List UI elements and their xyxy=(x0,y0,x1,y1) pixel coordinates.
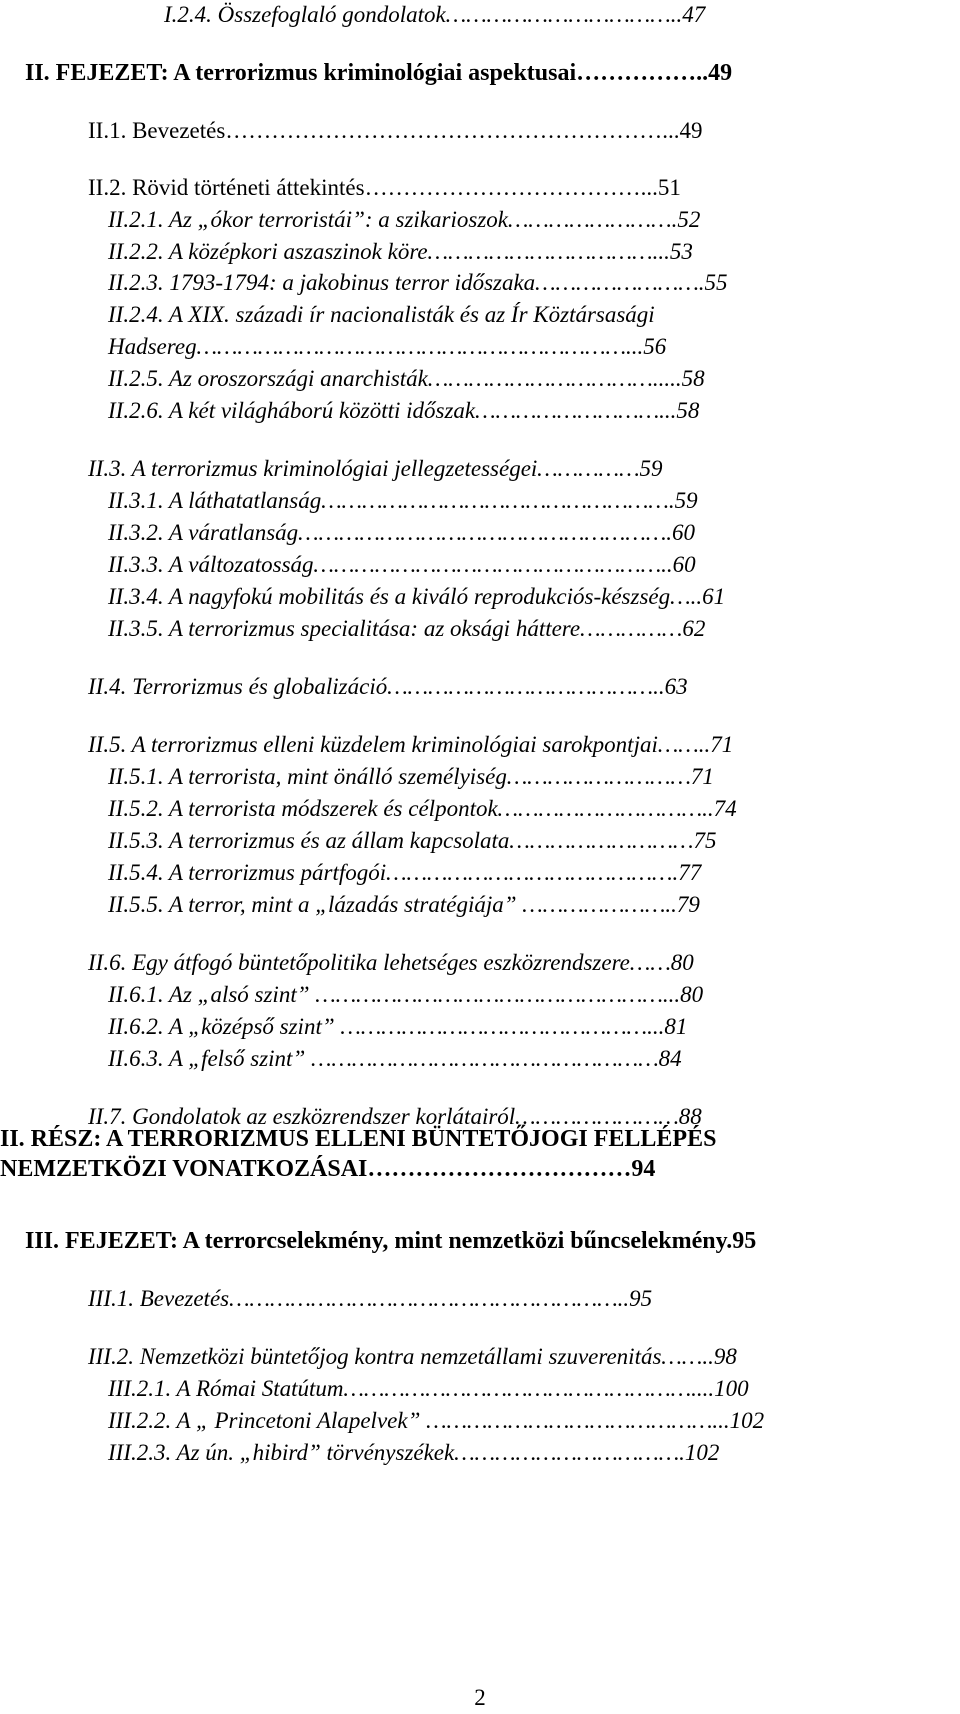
toc-entry: II.3.5. A terrorizmus specialitása: az oksági háttere……………62 xyxy=(108,616,706,641)
toc-entry: II.2.3. 1793-1794: a jakobinus terror időszaka…………………….55 xyxy=(108,270,728,295)
toc-entry: I.2.4. Összefoglaló gondolatok……………………………..47 xyxy=(164,2,706,27)
toc-entry: II.2.2. A középkori aszaszinok köre……………………………...53 xyxy=(108,239,693,264)
toc-entry: III. FEJEZET: A terrorcselekmény, mint nemzetközi bűncselekmény.95 xyxy=(25,1228,757,1254)
toc-entry: II.6. Egy átfogó büntetőpolitika lehetséges eszközrendszere……80 xyxy=(88,950,694,975)
part-heading-line-2: NEMZETKÖZI VONATKOZÁSAI……………………………94 xyxy=(0,1156,656,1182)
toc-entry: II.6.1. Az „alsó szint” ……………………………………………...80 xyxy=(108,982,704,1007)
toc-entry: II.5. A terrorizmus elleni küzdelem kriminológiai sarokpontjai……..71 xyxy=(88,732,734,757)
toc-entry: II.5.3. A terrorizmus és az állam kapcsolata………………………75 xyxy=(108,828,717,853)
toc-entry: III.2.1. A Római Statútum……………………………………………....100 xyxy=(108,1376,749,1401)
toc-entry: II.5.4. A terrorizmus pártfogói…………………………………….77 xyxy=(108,860,702,885)
part-heading-line-1: II. RÉSZ: A TERRORIZMUS ELLENI BÜNTETŐJOGI FELLÉPÉS xyxy=(0,1126,717,1152)
toc-entry: III.2.2. A „ Princetoni Alapelvek” ……………………………………...102 xyxy=(108,1408,765,1433)
page-number: 2 xyxy=(474,1685,486,1710)
toc-entry: II.3.1. A láthatatlanság…………………………………………….59 xyxy=(108,488,698,513)
toc-entry: II.3. A terrorizmus kriminológiai jellegzetességei……………59 xyxy=(88,456,663,481)
toc-entry: II.5.2. A terrorista módszerek és célpontok…………………………..74 xyxy=(108,796,737,821)
toc-entry: III.2.3. Az ún. „hibird” törvényszékek…………………………….102 xyxy=(108,1440,720,1465)
toc-entry: II.3.4. A nagyfokú mobilitás és a kiváló reprodukciós-készség…..61 xyxy=(108,584,726,609)
toc-entry: Hadsereg………………………………………………………...56 xyxy=(108,334,667,359)
toc-entry: II.2.6. A két világháború közötti időszak………………………...58 xyxy=(108,398,700,423)
toc-entry: II.2.4. A XIX. századi ír nacionalisták és az Ír Köztársasági xyxy=(108,302,655,327)
toc-entry: II.6.2. A „középső szint” ………………………………………...81 xyxy=(108,1014,688,1039)
toc-entry: II.2.1. Az „ókor terroristái”: a szikarioszok…………………….52 xyxy=(108,207,701,232)
toc-entry: II.3.3. A változatosság……………………………………………..60 xyxy=(108,552,696,577)
toc-entry: II.5.1. A terrorista, mint önálló személyiség………………………71 xyxy=(108,764,714,789)
toc-entry: II.2. Rövid történeti áttekintés………………………………...51 xyxy=(88,175,681,200)
toc-entry: II.5.5. A terror, mint a „lázadás stratégiája” …………………..79 xyxy=(108,892,700,917)
toc-entry: II. FEJEZET: A terrorizmus kriminológiai aspektusai……………..49 xyxy=(25,60,733,86)
toc-entry: II.7. Gondolatok az eszközrendszer korlátairól……………………88 xyxy=(88,1104,702,1129)
toc-entry: II.2.5. Az oroszországi anarchisták…………………………….....58 xyxy=(108,366,705,391)
toc-entry: II.4. Terrorizmus és globalizáció…………………………………..63 xyxy=(88,674,688,699)
toc-entry: II.1. Bevezetés…………………………………………………...49 xyxy=(88,118,703,143)
toc-entry: III.2. Nemzetközi büntetőjog kontra nemzetállami szuverenitás……..98 xyxy=(88,1344,737,1369)
toc-entry: II.6.3. A „felső szint” ……………………………………………84 xyxy=(108,1046,682,1071)
toc-entry: II.3.2. A váratlanság……………………………………………….60 xyxy=(108,520,696,545)
toc-entry: III.1. Bevezetés…………………………………………………..95 xyxy=(88,1286,653,1311)
